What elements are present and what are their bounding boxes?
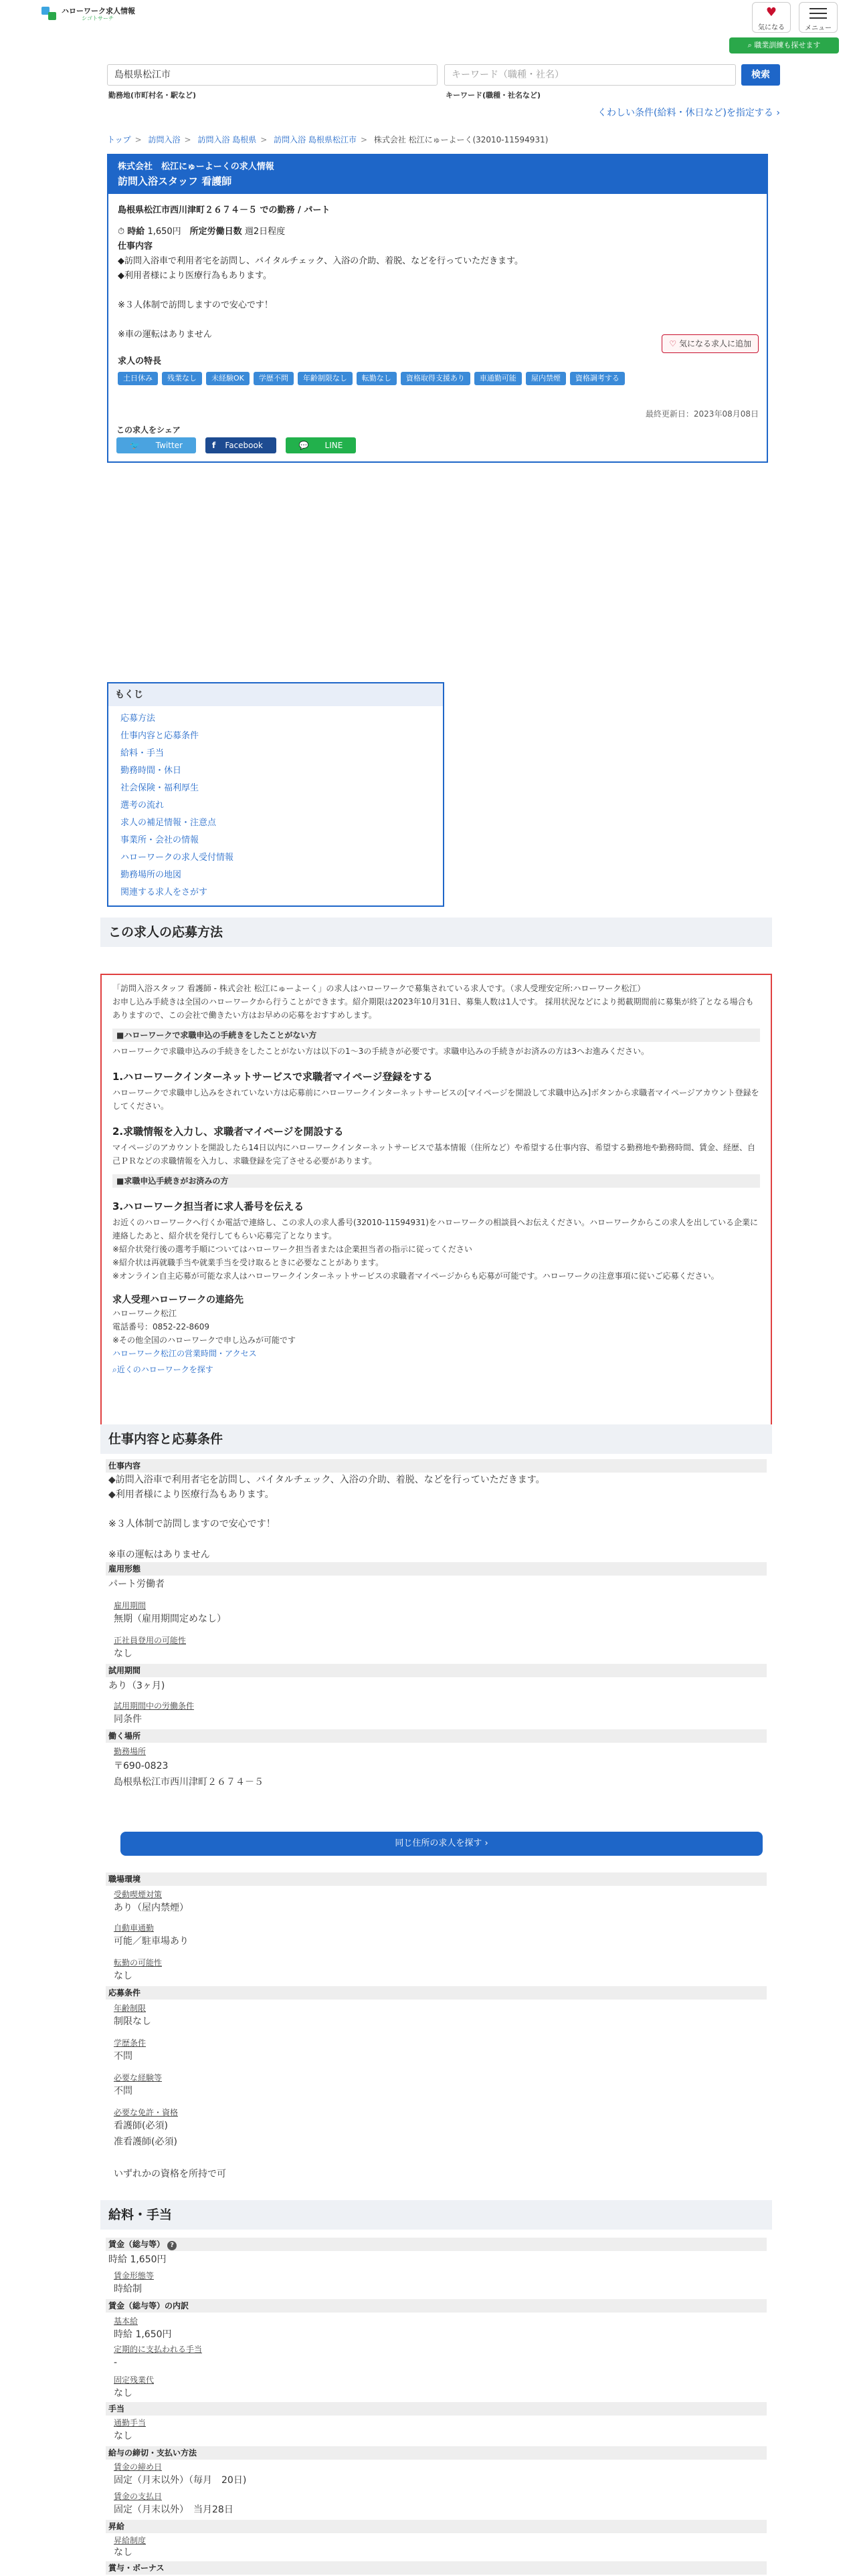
breadcrumb-current: 株式会社 松江にゅーよーく(32010-11594931) <box>373 135 549 144</box>
salary-section-heading: 給料・手当 <box>100 2200 772 2230</box>
apply-intro: お申し込み手続きは全国のハローワークから行うことができます。紹介期限は2023年10月31日、募集人数は1人です。 採用状況などにより掲載期間前に募集が終了となる場合もありますので、この会社で働きたい方はお早めの応募をおすすめします。 <box>112 997 754 1020</box>
logo-title: ハローワーク求人情報 <box>62 6 135 15</box>
apply-section-heading: この求人の応募方法 <box>100 918 772 947</box>
favorites-button[interactable] <box>752 2 791 33</box>
field-value: 固定（月末以外） 当月28日 <box>114 2504 233 2515</box>
field-value: なし <box>114 1971 132 1981</box>
job-desc-line: ※３人体制で訪問しますので安心です！ <box>108 1519 276 1529</box>
field-label: 試用期間中の労働条件 <box>114 1701 195 1711</box>
help-icon[interactable]: ? <box>167 2241 177 2250</box>
row-heading: 賃金（総与等） ? <box>106 2238 767 2251</box>
field-label: 賃金の支払日 <box>114 2492 163 2501</box>
field-value: 不問 <box>114 2086 132 2097</box>
job-desc-line: ◆訪問入浴車で利用者宅を訪問し、バイタルチェック、入浴の介助、着脱、などを行っていただきます。 <box>118 256 524 266</box>
feature-tag[interactable]: 資格取得支援あり <box>401 372 470 385</box>
contact-access-link[interactable]: ハローワーク松江の営業時間・アクセス <box>112 1349 257 1358</box>
field-value: 制限なし <box>114 2016 151 2027</box>
toc-link[interactable]: 関連する求人をさがす <box>120 887 208 897</box>
zip-code: 〒690-0823 <box>114 1761 169 1772</box>
step-note: ※オンライン自主応募が可能な求人はハローワークインターネットサービスの求職者マイページからも応募が可能です。ハローワークの注意事項に従いご応募ください。 <box>112 1271 719 1281</box>
feature-tag[interactable]: 残業なし <box>162 372 202 385</box>
apply-subheading: ■求職申込手続きがお済みの方 <box>112 1174 760 1188</box>
field-value: 看護師(必須) <box>114 2121 168 2131</box>
field-label: 正社員登用の可能性 <box>114 1636 187 1645</box>
row-heading: 雇用形態 <box>106 1562 767 1576</box>
wage-line: ⏱ 時給 1,650円 所定労働日数 週2日程度 <box>118 227 286 237</box>
row-heading: 賃金（総与等）の内訳 <box>106 2299 767 2313</box>
work-address: 島根県松江市西川津町２６７４－５ <box>114 1777 264 1788</box>
apply-intro: 「訪問入浴スタッフ 看護師 - 株式会社 松江にゅーよーく」の求人はハローワークで募集されている求人です。（求人受理安定所:ハローワーク松江） <box>112 984 646 993</box>
toc-link[interactable]: 事業所・会社の情報 <box>120 835 199 845</box>
field-value: 時給 1,650円 <box>114 2329 172 2340</box>
breadcrumb: トップ > 訪問入浴 > 訪問入浴 島根県 > 訪問入浴 島根県松江市 > 株式会社 松江にゅーよーく(32010-11594931) <box>107 135 549 144</box>
facebook-icon: f <box>211 441 219 450</box>
hamburger-icon <box>809 8 827 19</box>
location-label: 勤務地(市町村名・駅など) <box>108 91 197 100</box>
field-value: あり（3ヶ月) <box>108 1681 165 1691</box>
job-desc-line: ※車の運転はありません <box>108 1549 210 1560</box>
line-icon: 💬 <box>298 441 312 450</box>
step-note: ※紹介状は再就職手当や就業手当を受け取るときに必要なことがあります。 <box>112 1258 384 1267</box>
wage-value: 時給 1,650円 <box>108 2254 167 2265</box>
field-value: 時給制 <box>114 2284 142 2294</box>
toc-link[interactable]: 仕事内容と応募条件 <box>120 731 199 741</box>
search-button[interactable]: 検索 <box>741 64 780 86</box>
step-title: 1.ハローワークインターネットサービスで求職者マイページ登録をする <box>112 1071 433 1083</box>
search-icon: ⌕ <box>112 1365 117 1374</box>
field-label: 賃金の締め日 <box>114 2462 163 2472</box>
field-label: 必要な経験等 <box>114 2073 163 2082</box>
apply-text: ハローワークで求職申込みの手続きをしたことがない方は以下の1〜3の手続きが必要です。求職申込みの手続きがお済みの方は3へお進みください。 <box>112 1047 649 1056</box>
chevron-right-icon: › <box>776 108 780 118</box>
row-heading: 働く場所 <box>106 1729 767 1743</box>
row-heading: 職場環境 <box>106 1872 767 1886</box>
job-desc-line: ※車の運転はありません <box>118 330 212 340</box>
field-label: 雇用期間 <box>114 1601 147 1610</box>
field-value: 固定（月末以外）（毎月 20日) <box>114 2475 247 2486</box>
field-label: 通勤手当 <box>114 2418 147 2428</box>
step-text: マイページのアカウントを開設したら14日以内にハローワークインターネットサービスで基本情報（住所など）や希望する仕事内容、希望する勤務地や勤務時間、賃金、経歴、自己ＰＲなどの求職情報を入力し、求職登録を完了させる必要があります。 <box>112 1143 755 1166</box>
job-desc-line <box>118 284 757 298</box>
detailed-conditions-link[interactable]: くわしい条件(給料・休日など)を指定する › <box>597 108 780 118</box>
heart-icon: ♥ <box>765 5 777 19</box>
job-title: 訪問入浴スタッフ 看護師 <box>118 175 232 187</box>
contact-block <box>112 1293 760 1376</box>
job-location: 島根県松江市西川津町２６７４－５ での勤務 / パート <box>118 205 330 215</box>
favorites-label: 気になる <box>758 24 785 31</box>
feature-tag[interactable]: 年齢制限なし <box>298 372 353 385</box>
field-label: 定期的に支払われる手当 <box>114 2345 203 2354</box>
row-heading: 手当 <box>106 2402 767 2416</box>
apply-subheading: ■ハローワークで求職申込の手続きをしたことがない方 <box>112 1029 760 1042</box>
contact-name: ハローワーク松江 <box>112 1309 177 1318</box>
company-name: 株式会社 松江にゅーよーくの求人情報 <box>118 162 274 172</box>
employment-value: パート労働者 <box>108 1579 165 1590</box>
menu-button[interactable] <box>799 2 838 33</box>
field-label: 自動車通勤 <box>114 1923 155 1933</box>
conditions-section-heading: 仕事内容と応募条件 <box>100 1424 772 1454</box>
features-label: 求人の特長 <box>118 356 162 366</box>
field-label: 転勤の可能性 <box>114 1958 163 1967</box>
field-value: 可能／駐車場あり <box>114 1936 189 1947</box>
twitter-share-button[interactable]: 🐦 Twitter <box>116 437 196 453</box>
line-share-button[interactable]: 💬 LINE <box>286 437 357 453</box>
row-heading: 賞与・ボーナス <box>106 2561 767 2575</box>
job-desc-line <box>118 313 757 328</box>
apply-method-box <box>100 974 772 1426</box>
toc-link[interactable]: 社会保険・福利厚生 <box>120 783 199 793</box>
field-label: 固定残業代 <box>114 2375 155 2385</box>
chevron-right-icon: › <box>484 1838 488 1848</box>
toc-link[interactable]: 勤務場所の地図 <box>120 870 182 880</box>
job-desc-line: ◆利用者様により医療行為もあります。 <box>118 271 272 281</box>
site-logo[interactable] <box>41 5 135 23</box>
toc-link[interactable]: 求人の補足情報・注意点 <box>120 818 217 828</box>
field-value: なし <box>114 1648 132 1659</box>
toc-title: もくじ <box>108 683 443 706</box>
share-label: この求人をシェア <box>116 425 181 435</box>
field-label: 学歴条件 <box>114 2038 147 2048</box>
field-label: 年齢制限 <box>114 2004 147 2013</box>
step-text: ハローワークで求職申し込みをされていない方は応募前にハローワークインターネットサービスの[マイページを開設して求職申込み]ボタンから求職者マイページアカウント登録をしてください。 <box>112 1088 759 1111</box>
field-value: 准看護師(必須) <box>114 2137 177 2147</box>
updated-date: 最終更新日：2023年08月08日 <box>645 409 759 419</box>
contact-tel: 電話番号：0852-22-8609 <box>112 1322 210 1331</box>
step-title: 3.ハローワーク担当者に求人番号を伝える <box>112 1200 304 1212</box>
feature-tag[interactable]: 転勤なし <box>357 372 397 385</box>
license-note: いずれかの資格を所持で可 <box>114 2169 226 2179</box>
field-label: 基本給 <box>114 2317 138 2326</box>
step-note: ※紹介状発行後の選考手順についてはハローワーク担当者または企業担当者の指示に従ってください <box>112 1245 472 1254</box>
step-text: お近くのハローワークへ行くか電話で連絡し、この求人の求人番号(32010-11594931)をハローワークの相談員へお伝えください。ハローワークからこの求人を出している企業に連絡したあと、紹介状を発行してもらい応募完了となります。 <box>112 1218 758 1241</box>
job-desc-line: ◆訪問入浴車で利用者宅を訪問し、バイタルチェック、入浴の介助、着脱、などを行っていただきます。 <box>108 1475 545 1485</box>
keyword-input[interactable]: キーワード（職種・社名） <box>444 64 736 86</box>
logo-subtitle: シゴトサーチ <box>82 15 114 21</box>
contact-title: 求人受理ハローワークの連絡先 <box>112 1295 244 1305</box>
keyword-label: キーワード(職種・社名など) <box>446 91 541 100</box>
job-desc-line: ※３人体制で訪問しますので安心です！ <box>118 300 273 310</box>
field-value: なし <box>114 2547 132 2558</box>
breadcrumb-link[interactable]: 訪問入浴 <box>148 135 181 144</box>
toc-link[interactable]: 応募方法 <box>120 714 156 724</box>
breadcrumb-link[interactable]: 訪問入浴 島根県松江市 <box>274 135 357 144</box>
row-heading: 仕事内容 <box>106 1459 767 1473</box>
field-label: 昇給制度 <box>114 2536 147 2545</box>
field-value: なし <box>114 2431 132 2442</box>
row-heading: 給与の締切・支払い方法 <box>106 2446 767 2460</box>
feature-tag[interactable]: 車通勤可能 <box>474 372 522 385</box>
same-address-search-button[interactable]: 同じ住所の求人を探す › <box>120 1832 763 1856</box>
heart-outline-icon: ♡ <box>669 339 679 348</box>
feature-tag[interactable]: 土日休み <box>118 372 158 385</box>
field-label: 受動喫煙対策 <box>114 1890 163 1899</box>
add-favorite-button[interactable]: ♡ 気になる求人に追加 <box>662 334 759 353</box>
share-buttons <box>116 437 356 453</box>
twitter-icon: 🐦 <box>130 441 142 450</box>
feature-tag[interactable]: 屋内禁煙 <box>526 372 566 385</box>
clock-icon: ⏱ <box>118 227 128 237</box>
table-of-contents <box>107 682 444 907</box>
training-search-button[interactable]: ⌕ 職業訓練も探せます <box>729 37 839 53</box>
menu-label: メニュー <box>805 25 832 32</box>
location-input[interactable]: 島根県松江市 <box>107 64 438 86</box>
job-summary-card <box>107 154 768 463</box>
search-icon: ⌕ <box>747 41 755 49</box>
breadcrumb-link[interactable]: トップ <box>107 135 131 144</box>
contact-note: ※その他全国のハローワークで申し込みが可能です <box>112 1335 296 1345</box>
field-value: あり（屋内禁煙） <box>114 1903 189 1913</box>
breadcrumb-link[interactable]: 訪問入浴 島根県 <box>197 135 257 144</box>
feature-tag[interactable]: 学歴不問 <box>254 372 294 385</box>
field-value: - <box>114 2357 118 2368</box>
toc-link[interactable]: ハローワークの求人受付情報 <box>120 853 234 863</box>
facebook-share-button[interactable]: f Facebook <box>205 437 276 453</box>
logo-mark-icon <box>41 5 59 23</box>
feature-tag[interactable]: 資格調考する <box>570 372 625 385</box>
field-value: なし <box>114 2388 132 2399</box>
toc-link[interactable]: 選考の流れ <box>120 800 165 811</box>
row-heading: 応募条件 <box>106 1986 767 2000</box>
content-label: 仕事内容 <box>118 241 153 251</box>
row-heading: 試用期間 <box>106 1664 767 1677</box>
feature-tags <box>118 372 720 385</box>
job-desc-line: ◆利用者様により医療行為もあります。 <box>108 1489 274 1500</box>
site-header <box>0 0 859 55</box>
toc-link[interactable]: 勤務時間・休日 <box>120 766 182 776</box>
field-label: 賃金形態等 <box>114 2271 155 2280</box>
toc-link[interactable]: 給料・手当 <box>120 748 165 758</box>
nearby-hellowork-link[interactable]: 近くのハローワークを探す <box>116 1365 213 1374</box>
field-label: 必要な免許・資格 <box>114 2108 179 2117</box>
step-title: 2.求職情報を入力し、求職者マイページを開設する <box>112 1125 344 1138</box>
row-heading: 昇給 <box>106 2520 767 2533</box>
field-value: 無期（雇用期間定めなし） <box>114 1614 226 1624</box>
field-value: 不問 <box>114 2051 132 2062</box>
field-value: 同条件 <box>114 1714 142 1725</box>
field-label: 勤務場所 <box>114 1747 147 1756</box>
feature-tag[interactable]: 未経験OK <box>206 372 250 385</box>
